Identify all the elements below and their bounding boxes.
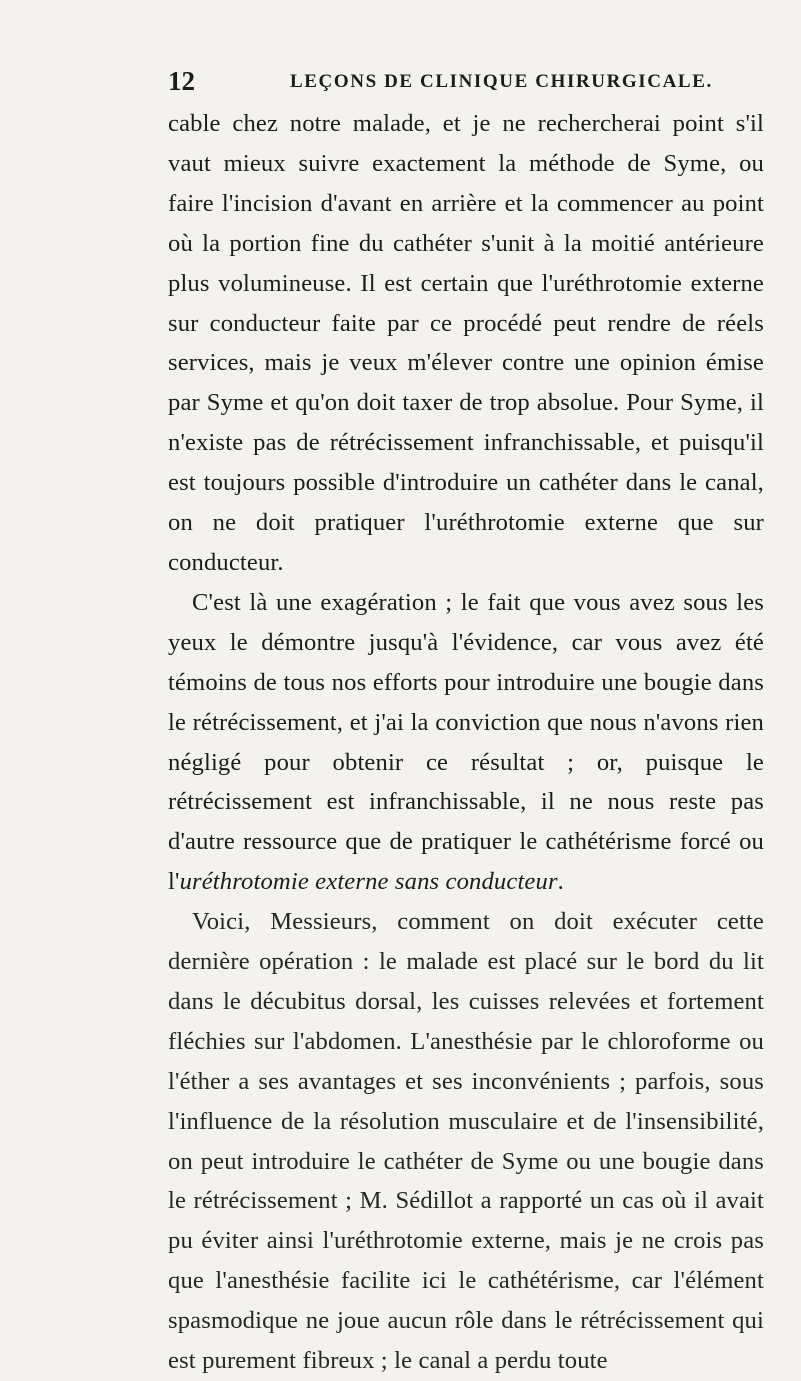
paragraph-3: Voici, Messieurs, comment on doit exécuter cette dernière opération : le malade est placé sur le bord du lit dans le décubitus dorsal, les cuisses relevées et fortement fléchies sur l'abdomen. L'anesthésie par le chloroforme ou l'éther a ses avantages et ses inconvénients ; parfois, sous l'influence de la résolution musculaire et de l'insensibilité, on peut introduire le cathéter de Syme ou une bougie dans le rétrécissement ; M. Sédillot a rapporté un cas où il avait pu éviter ainsi l'uréthrotomie externe, mais je ne crois pas que l'anesthésie facilite ici le cathétérisme, car l'élément spasmodique ne joue aucun rôle dans le rétrécissement qui est purement fibreux ; le canal a perdu toute — [168, 908, 764, 1375]
paragraph-2-text: C'est là une exagération ; le fait que vous avez sous les yeux le démontre jusqu'à l'évidence, car vous avez été témoins de tous nos efforts pour introduire une bougie dans le rétrécissement, et j'ai la conviction que nous n'avons rien négligé pour obtenir ce résultat ; or, puisque le rétrécissement est infranchissable, il ne nous reste pas d'autre ressource que de pratiquer le cathétérisme forcé ou — [168, 588, 764, 856]
paragraph-2-italic-term: uréthrotomie externe sans conducteur — [179, 868, 558, 896]
running-title: LEÇONS DE CLINIQUE CHIRURGICALE. — [290, 71, 713, 92]
page-number: 12 — [168, 66, 195, 96]
running-head — [168, 64, 758, 98]
paragraph-2-end: . — [557, 868, 564, 896]
paragraph-2-article: l' — [168, 868, 180, 896]
body-text — [168, 104, 764, 1381]
paragraph-2 — [168, 583, 764, 902]
paragraph-1: cable chez notre malade, et je ne rechercherai point s'il vaut mieux suivre exactement la méthode de Syme, ou faire l'incision d'avant en arrière et la commencer au point où la portion fine du cathéter s'unit à la moitié antérieure plus volumineuse. Il est certain que l'uréthrotomie externe sur conducteur faite par ce procédé peut rendre de réels services, mais je veux m'élever contre une opinion émise par Syme et qu'on doit taxer de trop absolue. Pour Syme, il n'existe pas de rétrécissement infranchissable, et puisqu'il est toujours possible d'introduire un cathéter dans le canal, on ne doit pratiquer l'uréthrotomie externe que sur conducteur. — [168, 110, 764, 576]
